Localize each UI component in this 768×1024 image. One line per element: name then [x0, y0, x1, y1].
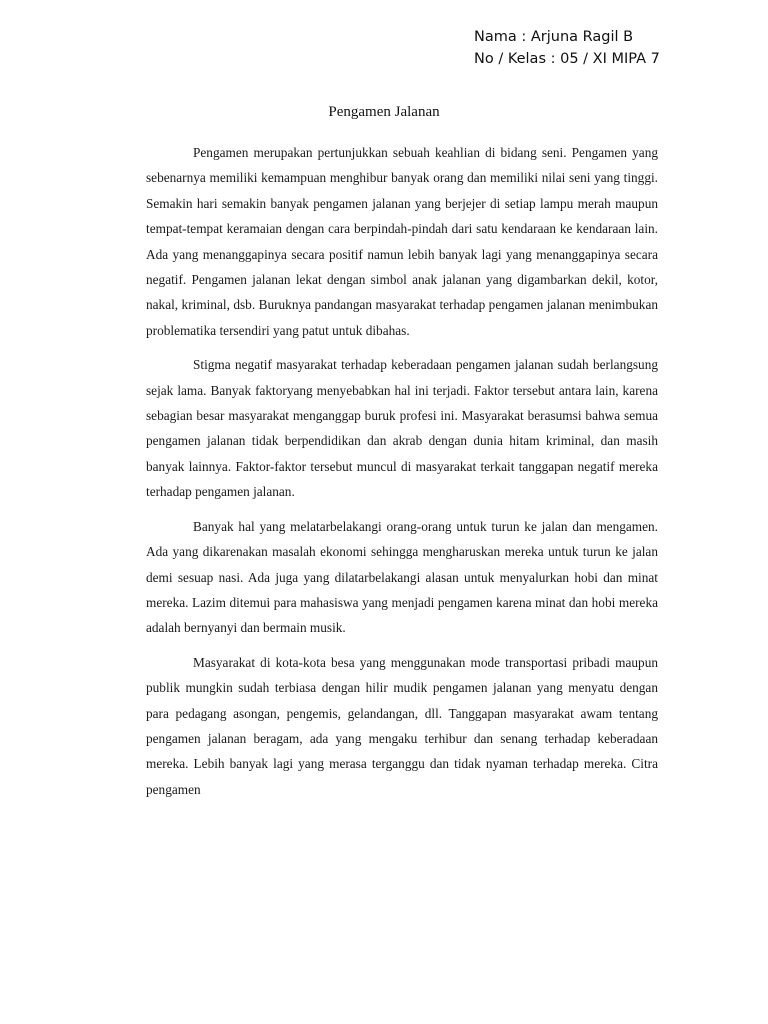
paragraph: Masyarakat di kota-kota besa yang menggunakan mode transportasi pribadi maupun publik mungkin sudah terbiasa dengan hilir mudik pengamen jalanan yang menyatu dengan para pedagang asongan, pengemis, gelandangan, dll. Tanggapan masyarakat awam tentang pengamen jalanan beragam, ada yang mengaku terhibur dan senang terhadap keberadaan mereka. Lebih banyak lagi yang merasa terganggu dan tidak nyaman terhadap mereka. Citra pengamen [146, 654, 658, 797]
paragraph: Pengamen merupakan pertunjukkan sebuah keahlian di bidang seni. Pengamen yang sebenarnya memiliki kemampuan menghibur banyak orang dan memiliki nilai seni yang tinggi. Semakin hari semakin banyak pengamen jalanan yang berjejer di setiap lampu merah maupun tempat-tempat keramaian dengan cara berpindah-pindah dari satu kendaraan ke kendaraan lain. Ada yang menanggapinya secara positif namun lebih banyak lagi yang menanggapinya secara negatif. Pengamen jalanan lekat dengan simbol anak jalanan yang digambarkan dekil, kotor, nakal, kriminal, dsb. Buruknya pandangan masyarakat terhadap pengamen jalanan menimbukan problematika tersendiri yang patut untuk dibahas. [146, 145, 658, 338]
paragraph: Banyak hal yang melatarbelakangi orang-orang untuk turun ke jalan dan mengamen. Ada yang dikarenakan masalah ekonomi sehingga mengharuskan mereka untuk turun ke jalan demi sesuap nasi. Ada juga yang dilatarbelakangi alasan untuk menyalurkan hobi dan minat mereka. Lazim ditemui para mahasiswa yang menjadi pengamen karena minat dan hobi mereka adalah bernyanyi dan bermain musik. [146, 518, 658, 636]
document-title: Pengamen Jalanan [328, 104, 440, 120]
student-name: Nama : Arjuna Ragil B [474, 29, 634, 45]
document-body [146, 140, 658, 811]
student-info [474, 26, 660, 70]
student-class: No / Kelas : 05 / XI MIPA 7 [474, 51, 660, 67]
paragraph: Stigma negatif masyarakat terhadap keberadaan pengamen jalanan sudah berlangsung sejak lama. Banyak faktoryang menyebabkan hal ini terjadi. Faktor tersebut antara lain, karena sebagian besar masyarakat menganggap buruk profesi ini. Masyarakat berasumsi bahwa semua pengamen jalanan tidak berpendidikan dan akrab dengan dunia hitam kriminal, dan masih banyak lainnya. Faktor-faktor tersebut muncul di masyarakat terkait tanggapan negatif mereka terhadap pengamen jalanan. [146, 357, 658, 500]
